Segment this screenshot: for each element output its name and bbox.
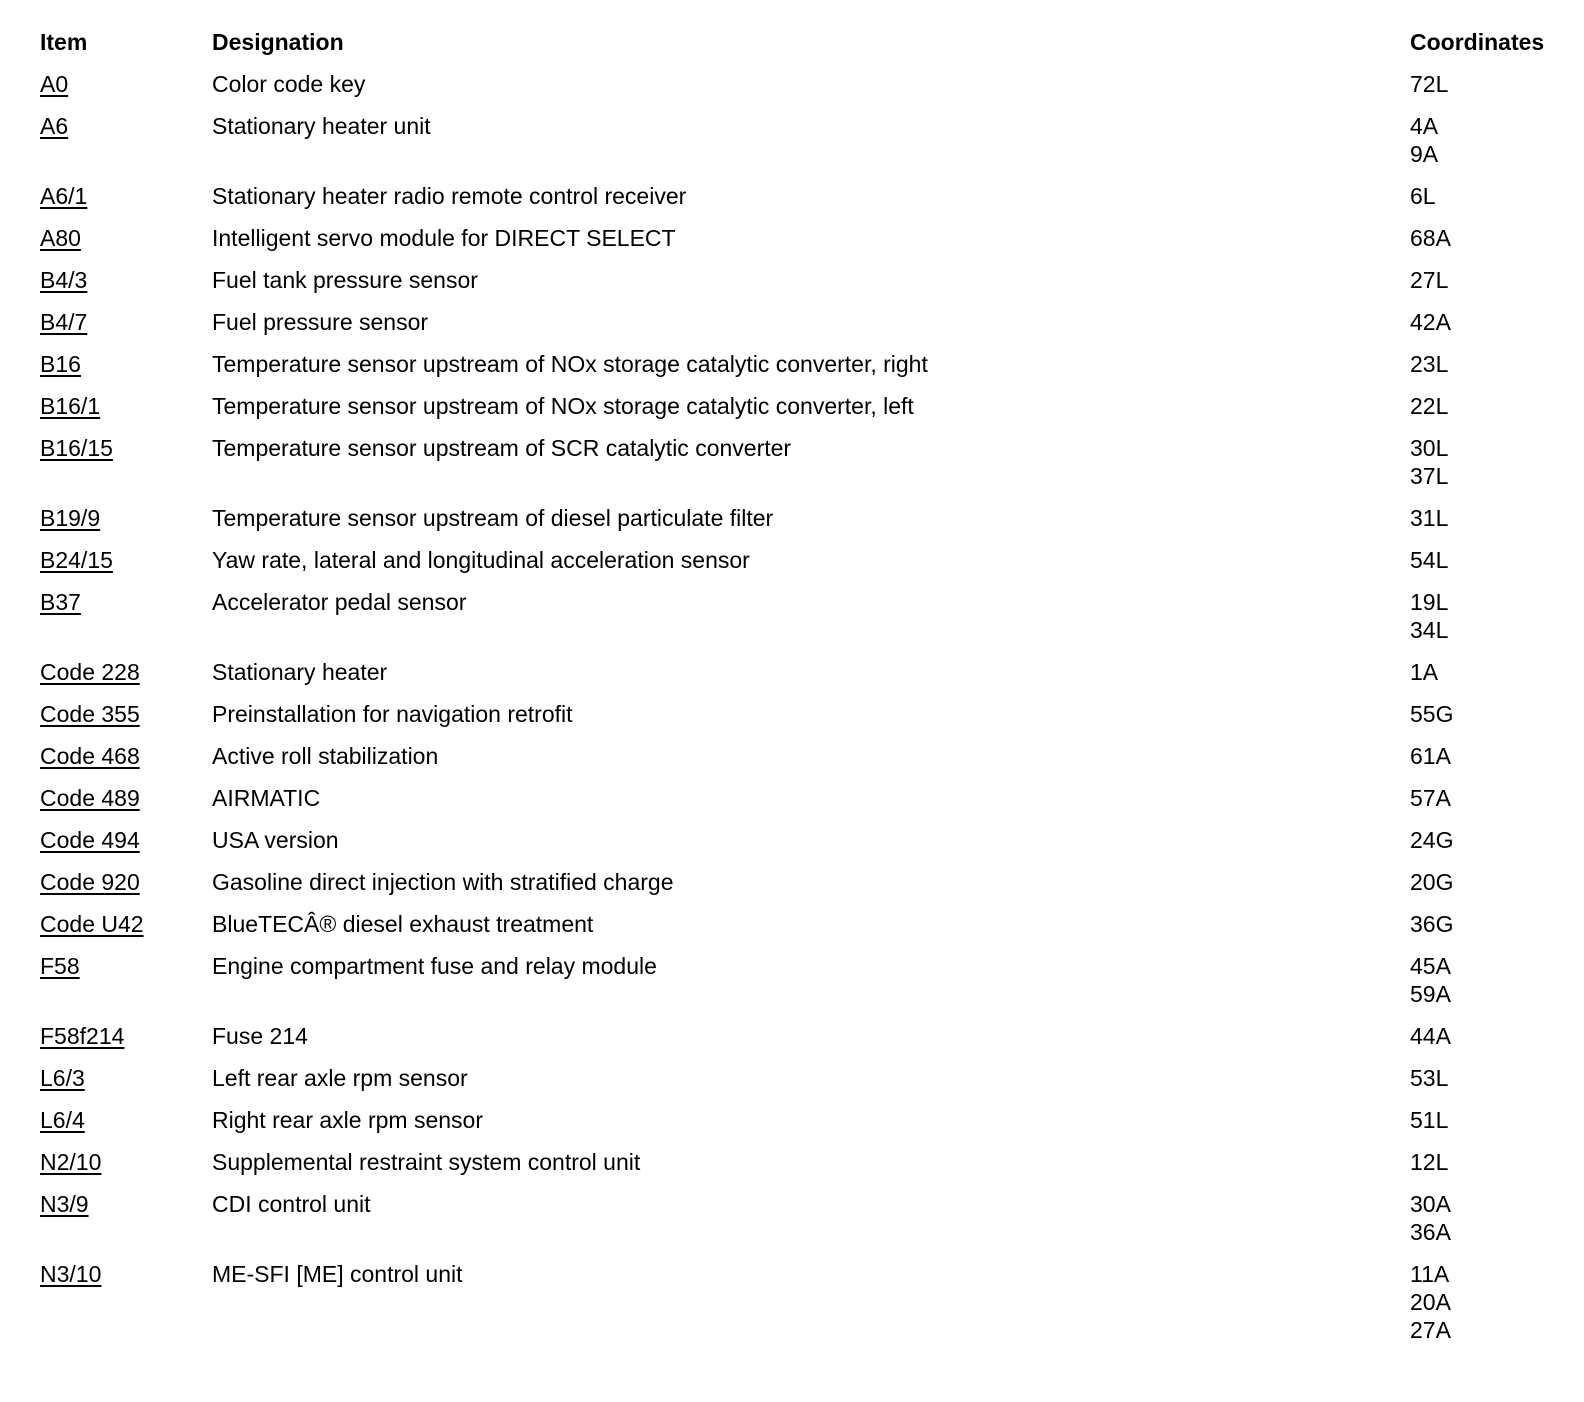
coordinate-value: 51L xyxy=(1410,1107,1449,1133)
item-cell xyxy=(40,1148,212,1176)
coordinate-value: 34L xyxy=(1410,617,1449,643)
table-row xyxy=(40,182,1570,224)
item-cell xyxy=(40,1022,212,1050)
item-cell xyxy=(40,742,212,770)
item-cell xyxy=(40,910,212,938)
table-row xyxy=(40,504,1570,546)
item-link[interactable]: B16/15 xyxy=(40,435,113,461)
table-row xyxy=(40,224,1570,266)
item-cell xyxy=(40,504,212,532)
coordinates-cell xyxy=(1410,784,1570,812)
coordinates-cell xyxy=(1410,350,1570,378)
item-cell xyxy=(40,1260,212,1288)
designation-cell: Temperature sensor upstream of NOx storage catalytic converter, left xyxy=(212,393,914,419)
coordinates-cell xyxy=(1410,224,1570,252)
item-cell xyxy=(40,952,212,980)
component-legend-table xyxy=(40,28,1570,1358)
table-row xyxy=(40,1064,1570,1106)
table-row xyxy=(40,1106,1570,1148)
table-row xyxy=(40,1190,1570,1260)
table-row xyxy=(40,588,1570,658)
designation-cell: Temperature sensor upstream of NOx storage catalytic converter, right xyxy=(212,351,928,377)
coordinates-cell xyxy=(1410,308,1570,336)
item-link[interactable]: A6/1 xyxy=(40,183,88,209)
item-link[interactable]: B24/15 xyxy=(40,547,113,573)
coordinates-cell xyxy=(1410,1022,1570,1050)
item-link[interactable]: Code 468 xyxy=(40,743,140,769)
coordinate-value: 36A xyxy=(1410,1219,1451,1245)
coordinate-value: 12L xyxy=(1410,1149,1449,1175)
coordinates-cell xyxy=(1410,182,1570,210)
item-cell xyxy=(40,1064,212,1092)
table-row xyxy=(40,952,1570,1022)
item-link[interactable]: Code 494 xyxy=(40,827,140,853)
coordinate-value: 54L xyxy=(1410,547,1449,573)
item-cell xyxy=(40,546,212,574)
designation-cell: Stationary heater xyxy=(212,659,388,685)
item-cell xyxy=(40,112,212,140)
item-link[interactable]: Code 489 xyxy=(40,785,140,811)
item-link[interactable]: A80 xyxy=(40,225,81,251)
coordinate-value: 57A xyxy=(1410,785,1451,811)
item-link[interactable]: Code 228 xyxy=(40,659,140,685)
item-link[interactable]: A6 xyxy=(40,113,69,139)
designation-cell: Right rear axle rpm sensor xyxy=(212,1107,483,1133)
designation-cell: Yaw rate, lateral and longitudinal acceleration sensor xyxy=(212,547,750,573)
coordinates-cell xyxy=(1410,70,1570,98)
coordinate-value: 36G xyxy=(1410,911,1454,937)
table-row xyxy=(40,392,1570,434)
designation-cell: Temperature sensor upstream of diesel particulate filter xyxy=(212,505,774,531)
designation-cell: USA version xyxy=(212,827,339,853)
designation-cell: Supplemental restraint system control unit xyxy=(212,1149,641,1175)
coordinate-value: 68A xyxy=(1410,225,1451,251)
item-cell xyxy=(40,434,212,462)
designation-cell: Preinstallation for navigation retrofit xyxy=(212,701,573,727)
coordinates-cell xyxy=(1410,826,1570,854)
designation-cell: ME-SFI [ME] control unit xyxy=(212,1261,463,1287)
designation-cell: BlueTECÂ® diesel exhaust treatment xyxy=(212,911,594,937)
table-header xyxy=(40,28,1570,70)
item-link[interactable]: B4/3 xyxy=(40,267,88,293)
coordinate-value: 27L xyxy=(1410,267,1449,293)
coordinate-value: 9A xyxy=(1410,141,1439,167)
designation-cell: Accelerator pedal sensor xyxy=(212,589,467,615)
item-cell xyxy=(40,658,212,686)
coordinates-cell xyxy=(1410,546,1570,574)
table-row xyxy=(40,112,1570,182)
coordinates-cell xyxy=(1410,658,1570,686)
item-link[interactable]: B37 xyxy=(40,589,81,615)
designation-cell: CDI control unit xyxy=(212,1191,371,1217)
designation-cell: Engine compartment fuse and relay module xyxy=(212,953,657,979)
item-cell xyxy=(40,1190,212,1218)
coordinates-cell xyxy=(1410,700,1570,728)
coordinate-value: 20G xyxy=(1410,869,1454,895)
coordinate-value: 27A xyxy=(1410,1317,1451,1343)
coordinates-cell xyxy=(1410,504,1570,532)
coordinate-value: 23L xyxy=(1410,351,1449,377)
coordinate-value: 22L xyxy=(1410,393,1449,419)
designation-cell: Active roll stabilization xyxy=(212,743,439,769)
coordinate-value: 31L xyxy=(1410,505,1449,531)
coordinates-cell xyxy=(1410,588,1570,644)
coordinates-cell xyxy=(1410,742,1570,770)
table-row xyxy=(40,742,1570,784)
coordinate-value: 20A xyxy=(1410,1289,1451,1315)
designation-cell: AIRMATIC xyxy=(212,785,321,811)
designation-cell: Stationary heater radio remote control receiver xyxy=(212,183,687,209)
coordinates-cell xyxy=(1410,1148,1570,1176)
item-link[interactable]: Code U42 xyxy=(40,911,144,937)
table-row xyxy=(40,350,1570,392)
header-coordinates: Coordinates xyxy=(1410,29,1545,55)
item-cell xyxy=(40,266,212,294)
item-link[interactable]: F58f214 xyxy=(40,1023,125,1049)
item-link[interactable]: F58 xyxy=(40,953,80,979)
table-row xyxy=(40,826,1570,868)
coordinate-value: 30L xyxy=(1410,435,1449,461)
table-row xyxy=(40,1022,1570,1064)
table-row xyxy=(40,434,1570,504)
item-link[interactable]: A0 xyxy=(40,71,69,97)
item-cell xyxy=(40,308,212,336)
designation-cell: Left rear axle rpm sensor xyxy=(212,1065,468,1091)
item-link[interactable]: L6/4 xyxy=(40,1107,85,1133)
item-cell xyxy=(40,70,212,98)
designation-cell: Gasoline direct injection with stratified charge xyxy=(212,869,674,895)
item-link[interactable]: L6/3 xyxy=(40,1065,85,1091)
item-cell xyxy=(40,700,212,728)
designation-cell: Fuel pressure sensor xyxy=(212,309,429,335)
designation-cell: Stationary heater unit xyxy=(212,113,431,139)
item-link[interactable]: N3/9 xyxy=(40,1191,89,1217)
coordinates-cell xyxy=(1410,952,1570,1008)
item-cell xyxy=(40,588,212,616)
coordinates-cell xyxy=(1410,392,1570,420)
coordinates-cell xyxy=(1410,1064,1570,1092)
table-row xyxy=(40,308,1570,350)
coordinate-value: 53L xyxy=(1410,1065,1449,1091)
item-link[interactable]: B16 xyxy=(40,351,81,377)
header-item: Item xyxy=(40,29,88,55)
designation-cell: Fuse 214 xyxy=(212,1023,308,1049)
coordinates-cell xyxy=(1410,266,1570,294)
coordinate-value: 37L xyxy=(1410,463,1449,489)
item-link[interactable]: N2/10 xyxy=(40,1149,102,1175)
item-cell xyxy=(40,350,212,378)
coordinate-value: 11A xyxy=(1410,1261,1450,1287)
item-link[interactable]: B4/7 xyxy=(40,309,88,335)
table-row xyxy=(40,658,1570,700)
coordinates-cell xyxy=(1410,910,1570,938)
table-row xyxy=(40,910,1570,952)
coordinate-value: 24G xyxy=(1410,827,1454,853)
coordinates-cell xyxy=(1410,1106,1570,1134)
coordinate-value: 61A xyxy=(1410,743,1451,769)
designation-cell: Intelligent servo module for DIRECT SELECT xyxy=(212,225,676,251)
item-cell xyxy=(40,868,212,896)
table-row xyxy=(40,1260,1570,1358)
item-cell xyxy=(40,1106,212,1134)
item-link[interactable]: Code 920 xyxy=(40,869,140,895)
coordinates-cell xyxy=(1410,868,1570,896)
coordinate-value: 55G xyxy=(1410,701,1454,727)
designation-cell: Fuel tank pressure sensor xyxy=(212,267,478,293)
table-row xyxy=(40,868,1570,910)
table-row xyxy=(40,266,1570,308)
coordinates-cell xyxy=(1410,1260,1570,1344)
item-link[interactable]: N3/10 xyxy=(40,1261,102,1287)
coordinate-value: 42A xyxy=(1410,309,1451,335)
coordinate-value: 30A xyxy=(1410,1191,1451,1217)
item-link[interactable]: B16/1 xyxy=(40,393,101,419)
item-cell xyxy=(40,224,212,252)
coordinate-value: 1A xyxy=(1410,659,1439,685)
coordinates-cell xyxy=(1410,1190,1570,1246)
item-link[interactable]: Code 355 xyxy=(40,701,140,727)
coordinate-value: 45A xyxy=(1410,953,1451,979)
coordinate-value: 4A xyxy=(1410,113,1439,139)
header-designation: Designation xyxy=(212,29,344,55)
item-cell xyxy=(40,392,212,420)
item-cell xyxy=(40,182,212,210)
table-row xyxy=(40,70,1570,112)
table-row xyxy=(40,784,1570,826)
designation-cell: Temperature sensor upstream of SCR catalytic converter xyxy=(212,435,792,461)
designation-cell: Color code key xyxy=(212,71,366,97)
coordinate-value: 6L xyxy=(1410,183,1436,209)
coordinate-value: 59A xyxy=(1410,981,1451,1007)
item-cell xyxy=(40,784,212,812)
table-body xyxy=(40,70,1570,1358)
coordinates-cell xyxy=(1410,112,1570,168)
coordinate-value: 19L xyxy=(1410,589,1449,615)
coordinate-value: 72L xyxy=(1410,71,1449,97)
item-cell xyxy=(40,826,212,854)
item-link[interactable]: B19/9 xyxy=(40,505,101,531)
coordinates-cell xyxy=(1410,434,1570,490)
table-row xyxy=(40,1148,1570,1190)
table-row xyxy=(40,700,1570,742)
table-row xyxy=(40,546,1570,588)
coordinate-value: 44A xyxy=(1410,1023,1451,1049)
